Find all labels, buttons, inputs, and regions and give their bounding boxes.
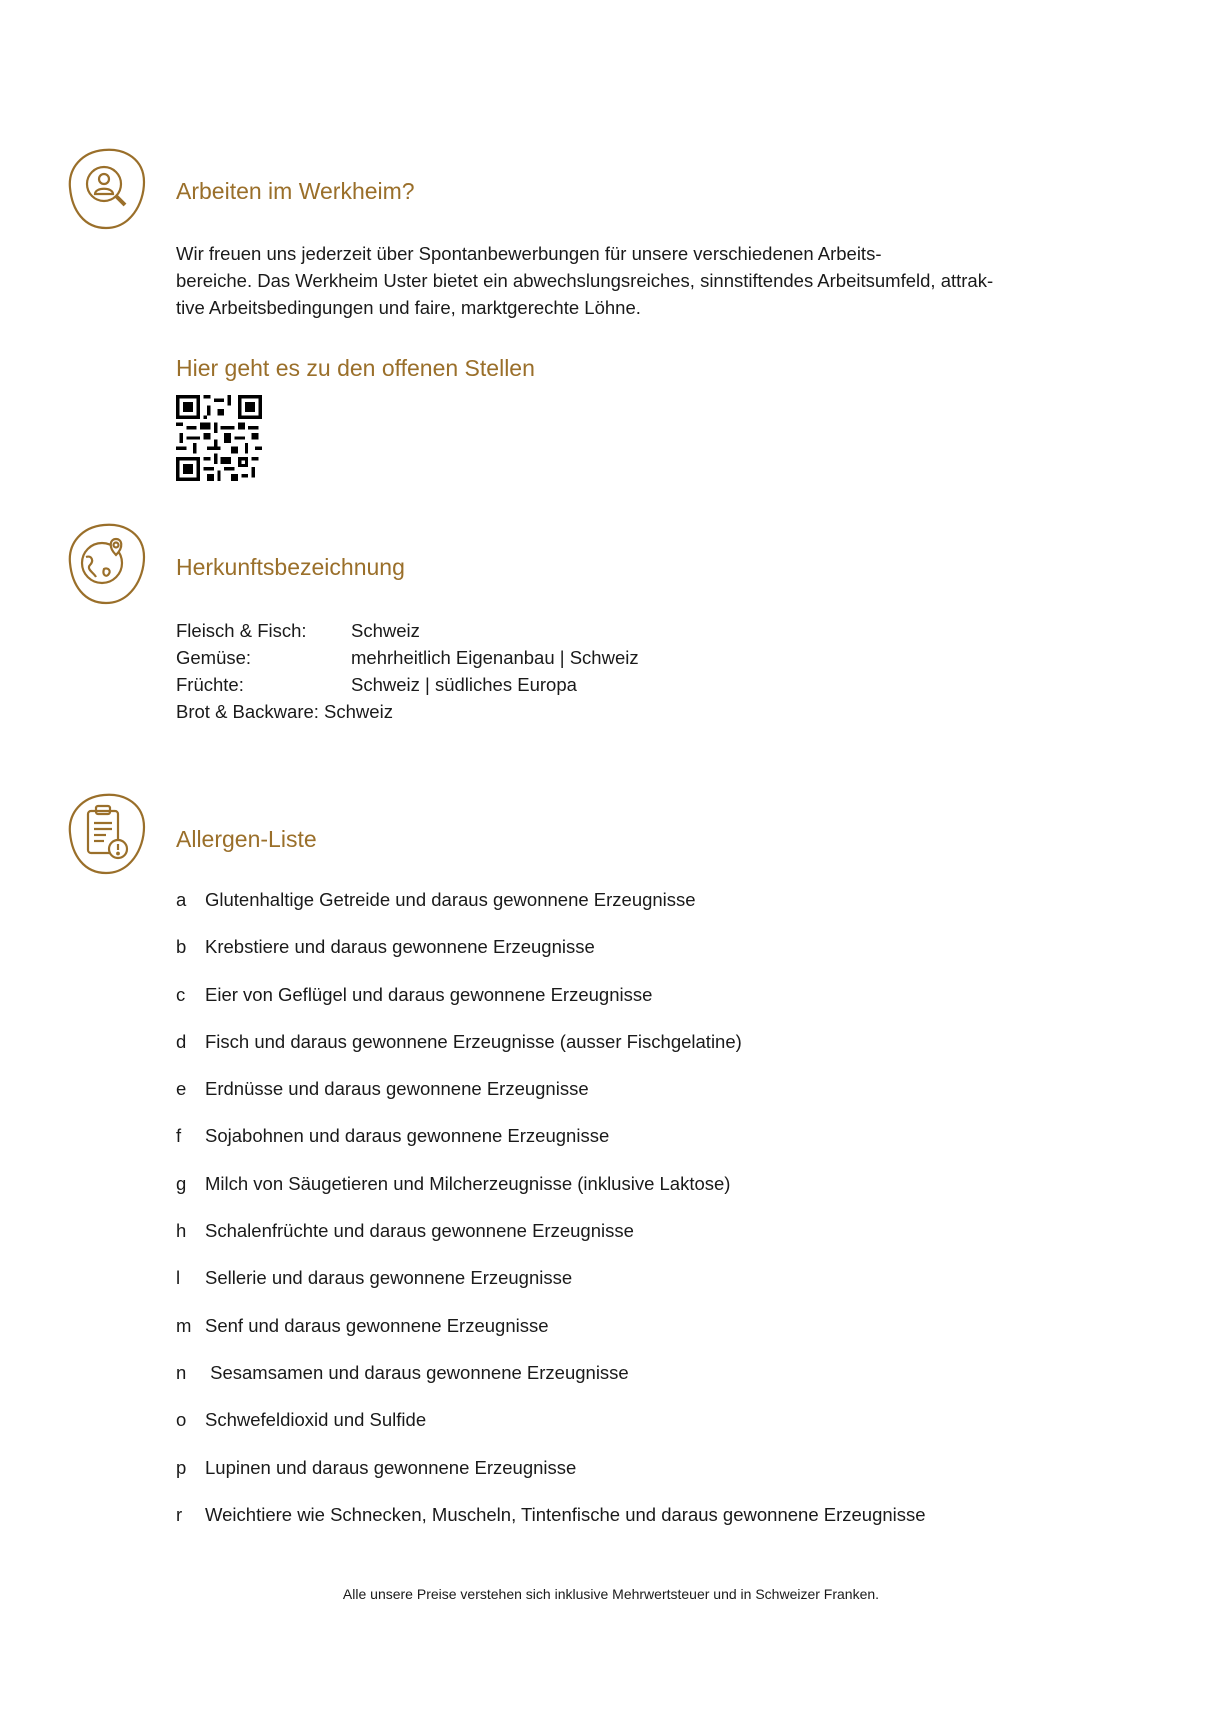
allergen-letter: g <box>176 1172 187 1194</box>
allergen-letter: m <box>176 1314 192 1336</box>
allergen-text: Erdnüsse und daraus gewonnene Erzeugnisse <box>205 1078 589 1100</box>
allergen-text: Lupinen und daraus gewonnene Erzeugnisse <box>205 1456 577 1478</box>
allergen-letter: r <box>176 1503 183 1525</box>
allergen-letter: p <box>176 1456 187 1478</box>
allergen-text: Schalenfrüchte und daraus gewonnene Erzeugnisse <box>205 1220 634 1242</box>
allergen-letter: b <box>176 936 187 958</box>
person-search-icon <box>64 146 150 232</box>
allergen-text: Fisch und daraus gewonnene Erzeugnisse (ausser Fischgelatine) <box>205 1030 742 1052</box>
origin-label: Fleisch & Fisch: <box>176 620 307 641</box>
origin-value: mehrheitlich Eigenanbau | Schweiz <box>351 647 639 668</box>
origin-value: Schweiz | südliches Europa <box>351 674 577 695</box>
work-line: tive Arbeitsbedingungen und faire, marktgerechte Löhne. <box>176 297 641 318</box>
allergen-text: Sellerie und daraus gewonnene Erzeugnisse <box>205 1267 573 1289</box>
allergen-letter: o <box>176 1409 187 1431</box>
footer-note: Alle unsere Preise verstehen sich inklusive Mehrwertsteuer und in Schweizer Franken. <box>342 1586 880 1602</box>
allergen-text: Sojabohnen und daraus gewonnene Erzeugnisse <box>205 1125 610 1147</box>
allergen-text: Glutenhaltige Getreide und daraus gewonnene Erzeugnisse <box>205 889 696 910</box>
allergen-letter: c <box>176 983 186 1005</box>
origin-value: Schweiz <box>351 620 420 641</box>
allergen-text: Eier von Geflügel und daraus gewonnene Erzeugnisse <box>205 983 653 1005</box>
allergen-letter: f <box>176 1125 182 1147</box>
globe-location-icon <box>64 521 150 607</box>
allergen-letter: l <box>176 1267 181 1289</box>
origin-title: Herkunftsbezeichnung <box>176 554 405 580</box>
open-positions-title: Hier geht es zu den offenen Stellen <box>176 355 535 381</box>
allergen-text: Krebstiere und daraus gewonnene Erzeugnisse <box>205 936 595 958</box>
allergen-text: Milch von Säugetieren und Milcherzeugnisse (inklusive Laktose) <box>205 1172 731 1194</box>
allergen-text: Senf und daraus gewonnene Erzeugnisse <box>205 1314 549 1336</box>
allergen-letter: a <box>176 889 187 910</box>
clipboard-alert-icon <box>64 791 150 877</box>
allergen-title: Allergen-Liste <box>176 826 317 852</box>
work-line: bereiche. Das Werkheim Uster bietet ein abwechslungsreiches, sinnstiftendes Arbeitsumfeld, attrak- <box>176 270 994 291</box>
allergen-text: Schwefeldioxid und Sulfide <box>205 1409 427 1431</box>
origin-label: Gemüse: <box>176 647 252 668</box>
qr-code-icon[interactable] <box>176 395 262 481</box>
allergen-letter: h <box>176 1220 187 1242</box>
allergen-text: Weichtiere wie Schnecken, Muscheln, Tintenfische und daraus gewonnene Erzeugnisse <box>205 1503 926 1525</box>
origin-label: Früchte: <box>176 674 244 695</box>
origin-bread-line: Brot & Backware: Schweiz <box>176 701 393 722</box>
work-title: Arbeiten im Werkheim? <box>176 178 415 204</box>
work-line: Wir freuen uns jederzeit über Spontanbewerbungen für unsere verschiedenen Arbeits- <box>176 243 882 264</box>
work-paragraph <box>176 240 1076 321</box>
allergen-letter: d <box>176 1030 187 1052</box>
allergen-letter: n <box>176 1361 187 1383</box>
allergen-text: Sesamsamen und daraus gewonnene Erzeugnisse <box>205 1361 629 1383</box>
allergen-letter: e <box>176 1078 187 1100</box>
